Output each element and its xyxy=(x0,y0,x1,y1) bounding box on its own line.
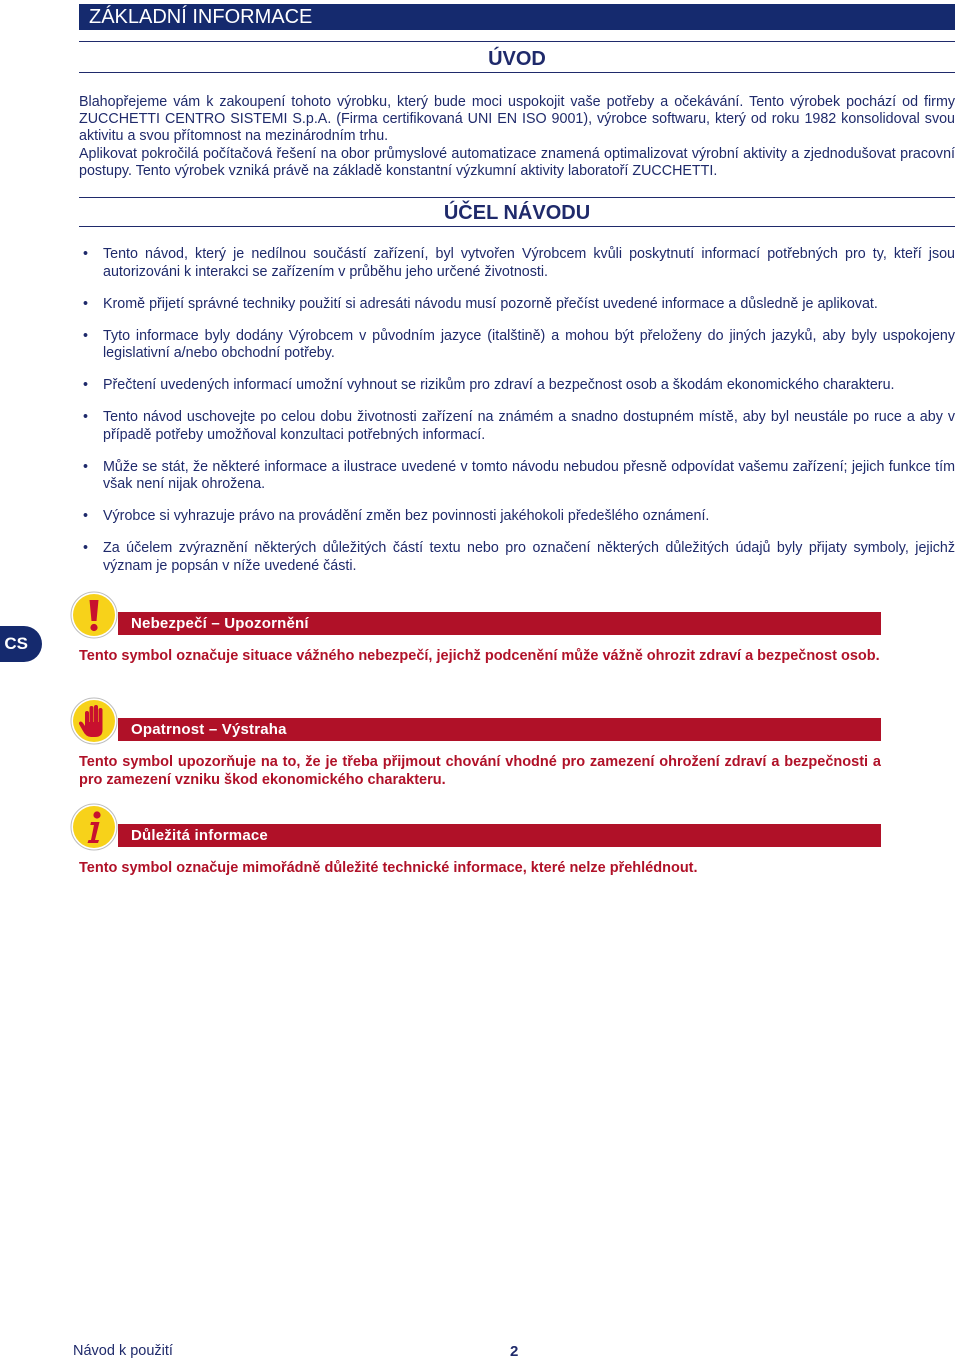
caution-notice-text: Tento symbol upozorňuje na to, že je třeba přijmout chování vhodné pro zamezení ohrožení zdraví a bezpečnosti a pro zamezení vzniku škod ekonomického charakteru. xyxy=(79,754,881,788)
list-item: • Tento návod uschovejte po celou dobu životnosti zařízení na známém a snadno dostupném místě, aby byl neustále po ruce a aby v případě potřeby umožňoval konzultaci potřebných informací. xyxy=(79,409,955,444)
list-item: • Kromě přijetí správné techniky použití si adresáti návodu musí pozorně přečíst uvedené informace a důsledně je aplikovat. xyxy=(79,296,955,314)
divider xyxy=(79,197,955,198)
purpose-list xyxy=(79,246,955,590)
language-tab: CS xyxy=(0,626,42,662)
divider xyxy=(79,41,955,42)
list-item: • Za účelem zvýraznění některých důležitých částí textu nebo pro označení některých důležitých údajů byly přijaty symboly, jejichž význam je popsán v níže uvedené části. xyxy=(79,540,955,575)
list-item: • Může se stát, že některé informace a ilustrace uvedené v tomto návodu nebudou přesně odpovídat vašemu zařízení; jejich funkce tím však není nijak ohrožena. xyxy=(79,459,955,494)
intro-title: ÚVOD xyxy=(488,48,546,70)
divider xyxy=(79,226,955,227)
intro-paragraph: Aplikovat pokročilá počítačová řešení na obor průmyslové automatizace znamená optimalizovat výrobní aktivity a zjednodušovat pracovní postupy. Tento výrobek vzniká právě na základě konstantní výzkumní aktivity laboratoří ZUCCHETTI. xyxy=(79,146,955,179)
hand-icon xyxy=(70,697,118,745)
section-banner: ZÁKLADNÍ INFORMACE xyxy=(79,4,955,30)
list-item: • Tyto informace byly dodány Výrobcem v původním jazyce (italštině) a mohou být přeloženy do jiných jazyků, aby byly uspokojeny legislativní a/nebo obchodní potřeby. xyxy=(79,328,955,363)
info-icon xyxy=(70,803,118,851)
purpose-title: ÚČEL NÁVODU xyxy=(443,202,591,224)
caution-notice-title: Opatrnost – Výstraha xyxy=(118,718,881,741)
danger-notice-title: Nebezpečí – Upozornění xyxy=(118,612,881,635)
page-number: 2 xyxy=(510,1343,519,1360)
danger-notice-text: Tento symbol označuje situace vážného nebezpečí, jejichž podcenění může vážně ohrozit zdraví a bezpečnost osob. xyxy=(79,648,880,664)
info-notice-text: Tento symbol označuje mimořádně důležité technické informace, které nelze přehlédnout. xyxy=(79,860,698,876)
list-item: • Výrobce si vyhrazuje právo na provádění změn bez povinnosti jakéhokoli předešlého oznámení. xyxy=(79,508,955,526)
list-item: • Přečtení uvedených informací umožní vyhnout se rizikům pro zdraví a bezpečnost osob a škodám ekonomického charakteru. xyxy=(79,377,955,395)
divider xyxy=(79,72,955,73)
list-item: • Tento návod, který je nedílnou součástí zařízení, byl vytvořen Výrobcem kvůli poskytnutí informací potřebných pro ty, kteří jsou autorizováni k interakci se zařízením v průběhu jeho určené životnosti. xyxy=(79,246,955,281)
info-notice-title: Důležitá informace xyxy=(118,824,881,847)
footer-document-name: Návod k použití xyxy=(73,1343,173,1359)
intro-paragraph: Blahopřejeme vám k zakoupení tohoto výrobku, který bude moci uspokojit vaše potřeby a očekávání. Tento výrobek pochází od firmy ZUCCHETTI CENTRO SISTEMI S.p.A. (Firma certifikovaná UNI EN ISO 9001), výrobce softwaru, který od roku 1982 konsolidoval svou aktivitu a svou přítomnost na mezinárodním trhu. xyxy=(79,94,955,144)
exclamation-icon xyxy=(70,591,118,639)
